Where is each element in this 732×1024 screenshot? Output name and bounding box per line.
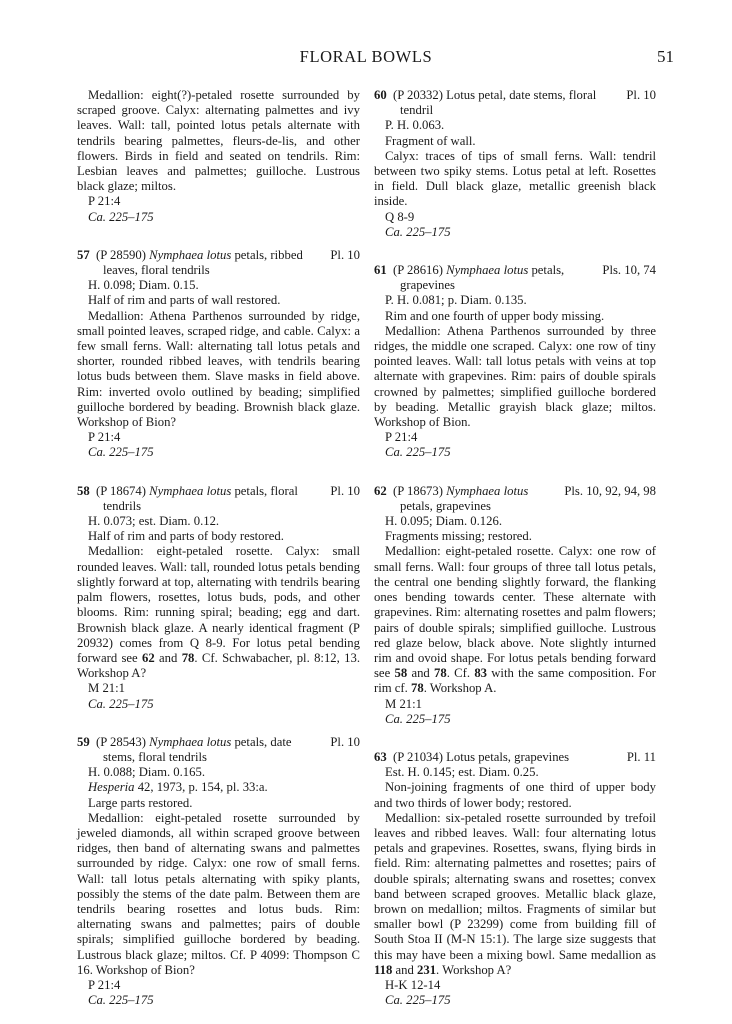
left-column	[77, 88, 360, 1008]
inventory-number: (P 28543)	[96, 734, 146, 749]
inventory-number: (P 18673)	[393, 483, 443, 498]
entry-heading: 63 (P 21034) Lotus petals, grapevines Pl. 11	[374, 749, 656, 764]
running-title: FLORAL BOWLS	[299, 47, 433, 66]
catalog-entry-63	[374, 750, 656, 1008]
entry-description: Medallion: Athena Parthenos surrounded by ridge, small pointed leaves, scraped ridge, and cable. Calyx: a few small ferns. Wall: alternating tall lotus petals and shorter, rounded ribbed leaves, with tendrils bearing lotus buds between them. Slave masks in field above. Rim: inverted ovolo outlined by beading; simplified guilloche bordered by beading. Brownish black glaze. Workshop of Bion?	[77, 308, 360, 430]
date: Ca. 225–175	[88, 993, 154, 1008]
date: Ca. 225–175	[88, 209, 154, 224]
plate-reference: Pls. 10, 74	[602, 263, 656, 278]
entry-number: 63	[374, 749, 387, 764]
date: Ca. 225–175	[88, 445, 154, 460]
page-number: 51	[657, 47, 674, 66]
inventory-number: (P 21034)	[393, 749, 443, 764]
entry-description: Calyx: traces of tips of small ferns. Wall: tendril between two spiky stems. Lotus petal at left. Rosettes in field. Dull black glaze, metallic greenish black inside.	[374, 148, 656, 209]
inventory-number: (P 28616)	[393, 263, 443, 278]
entry-description: Medallion: six-petaled rosette surrounded by trefoil leaves and ribbed leaves. Wall: four alternating lotus petals and grapevines. Rosettes, swans, flying birds in field. Rim: alternating palmettes and rosettes; pairs of double spirals; alternating swans and rosettes; convex band between scraped grooves. Metallic black glaze, brown on medallion; miltos. Fragments of similar but smaller bowl (P 23299) come from building fill of South Stoa II (M-N 15:1). The large size suggests that this may have been a mixing bowl. Same medallion as 118 and 231. Workshop A?	[374, 810, 656, 977]
entry-heading: 57 (P 28590) Nymphaea lotus petals, ribbed leaves, floral tendrils Pl. 10	[77, 247, 360, 278]
date: Ca. 225–175	[385, 224, 451, 239]
dimensions: H. 0.073; est. Diam. 0.12.	[88, 514, 220, 529]
condition: Large parts restored.	[88, 795, 193, 810]
entry-number: 61	[374, 263, 387, 278]
condition: Half of rim and parts of body restored.	[88, 529, 284, 544]
cross-reference[interactable]: 58	[394, 666, 408, 681]
catalog-entry-59	[77, 735, 360, 1009]
catalog-entry-60	[374, 88, 656, 240]
publication: Hesperia 42, 1973, p. 154, pl. 33:a.	[88, 780, 268, 795]
dimensions: H. 0.098; Diam. 0.15.	[88, 278, 199, 293]
right-column	[374, 88, 656, 1008]
condition: Fragment of wall.	[385, 133, 476, 148]
dimensions: Est. H. 0.145; est. Diam. 0.25.	[385, 765, 539, 780]
entry-number: 62	[374, 483, 387, 498]
catalog-entry-62	[374, 484, 656, 727]
deposit: Q 8-9	[385, 209, 415, 224]
deposit: M 21:1	[385, 696, 423, 711]
entry-continued	[77, 88, 360, 225]
inventory-number: (P 20332)	[393, 88, 443, 102]
entry-number: 60	[374, 88, 387, 102]
deposit: P 21:4	[88, 430, 121, 445]
entry-heading: 58 (P 18674) Nymphaea lotus petals, floral tendrils Pl. 10	[77, 483, 360, 513]
cross-reference[interactable]: 78	[181, 650, 195, 665]
condition: Non-joining fragments of one third of upper body and two thirds of lower body; restored.	[374, 780, 656, 810]
date: Ca. 225–175	[385, 711, 451, 726]
dimensions: P. H. 0.063.	[385, 118, 445, 133]
plate-reference: Pl. 10	[330, 247, 360, 262]
deposit: P 21:4	[88, 977, 121, 992]
inventory-number: (P 28590)	[96, 247, 146, 262]
deposit: M 21:1	[88, 681, 126, 696]
entry-number: 58	[77, 483, 90, 498]
entry-number: 57	[77, 247, 90, 262]
cross-reference[interactable]: 231	[417, 962, 437, 977]
entry-heading: 60 (P 20332) Lotus petal, date stems, floral tendril Pl. 10	[374, 88, 656, 118]
plate-reference: Pls. 10, 92, 94, 98	[564, 483, 656, 498]
entry-heading: 61 (P 28616) Nymphaea lotus petals, grapevines Pls. 10, 74	[374, 263, 656, 293]
page-header	[0, 47, 732, 71]
catalog-entry-61	[374, 263, 656, 461]
cross-reference[interactable]: 78	[411, 681, 424, 696]
date: Ca. 225–175	[385, 993, 451, 1008]
plate-reference: Pl. 11	[626, 749, 656, 764]
catalog-entry-57	[77, 248, 360, 461]
entry-description: Medallion: eight-petaled rosette. Calyx: small rounded leaves. Wall: tall, rounded lotus petals bending slightly forward at top, alternating with tendrils bearing palm flowers, rosettes, lotus buds, pods, and other blooms. Rim: running spiral; beading; egg and dart. Brownish black glaze. A nearly identical fragment (P 20932) comes from Q 8-9. For lotus petal bending forward see 62 and 78. Cf. Schwabacher, pl. 8:12, 13. Workshop A?	[77, 544, 360, 681]
entry-description: Medallion: eight-petaled rosette surrounded by jeweled diamonds, all within scraped groove between ridges, then band of alternating swans and palmettes surrounded by ridge. Calyx: one row of small ferns. Wall: tall lotus petals alternating with spiky plants, possibly the stems of the date palm. Between them are tendrils bearing rosettes and lotus buds. Rim: alternating swans and palmettes; pairs of double spirals; simplified guilloche bordered by beading. Lustrous black glaze; miltos. Cf. P 4099: Thompson C 16. Workshop of Bion?	[77, 810, 360, 977]
entry-description: Medallion: eight(?)-petaled rosette surrounded by scraped groove. Calyx: alternating palmettes and ivy leaves. Wall: tall, pointed lotus petals alternate with tendrils bearing palmettes, fleurs-de-lis, and other flowers. Birds in field and seated on tendrils. Rim: Lesbian leaves and palmettes; guilloche. Lustrous black glaze; miltos.	[77, 88, 360, 194]
cross-reference[interactable]: 83	[474, 666, 487, 681]
entry-number: 59	[77, 734, 90, 749]
plate-reference: Pl. 10	[626, 88, 656, 102]
date: Ca. 225–175	[385, 445, 451, 460]
condition: Rim and one fourth of upper body missing.	[385, 308, 605, 323]
dimensions: H. 0.095; Diam. 0.126.	[385, 514, 503, 529]
cross-reference[interactable]: 118	[374, 962, 393, 977]
dimensions: P. H. 0.081; p. Diam. 0.135.	[385, 293, 527, 308]
cross-reference[interactable]: 78	[434, 666, 447, 681]
deposit: P 21:4	[385, 430, 418, 445]
entry-description: Medallion: Athena Parthenos surrounded by three ridges, the middle one scraped. Calyx: one row of tiny pointed leaves. Wall: tall lotus petals with veins at top alternate with grapevines. Rim: pairs of double spirals crowned by palmettes; simplified guilloche bordered by beading. Metallic grayish black glaze; miltos. Workshop of Bion.	[374, 323, 656, 430]
date: Ca. 225–175	[88, 696, 154, 711]
dimensions: H. 0.088; Diam. 0.165.	[88, 765, 206, 780]
plate-reference: Pl. 10	[330, 483, 360, 498]
deposit: H-K 12-14	[385, 977, 441, 992]
entry-heading: 62 (P 18673) Nymphaea lotus petals, grapevines Pls. 10, 92, 94, 98	[374, 483, 656, 513]
catalog-entry-58	[77, 484, 360, 712]
plate-reference: Pl. 10	[330, 734, 360, 749]
condition: Fragments missing; restored.	[385, 529, 532, 544]
entry-description: Medallion: eight-petaled rosette. Calyx: one row of small ferns. Wall: four groups of three tall lotus petals, the central one bending slightly forward, the flanking ones bending towards center. These alternate with grapevines. Rim: alternating rosettes and palm flowers; pairs of double spirals; simplified guilloche. Lustrous red glaze below, black above. Note slightly inturned rim and ovoid shape. For lotus petals bending forward see 58 and 78. Cf. 83 with the same composition. For rim cf. 78. Workshop A.	[374, 544, 657, 696]
deposit: P 21:4	[88, 194, 121, 209]
entry-heading: 59 (P 28543) Nymphaea lotus petals, date stems, floral tendrils Pl. 10	[77, 734, 360, 764]
cross-reference[interactable]: 62	[142, 650, 155, 665]
condition: Half of rim and parts of wall restored.	[88, 293, 281, 308]
inventory-number: (P 18674)	[96, 483, 146, 498]
